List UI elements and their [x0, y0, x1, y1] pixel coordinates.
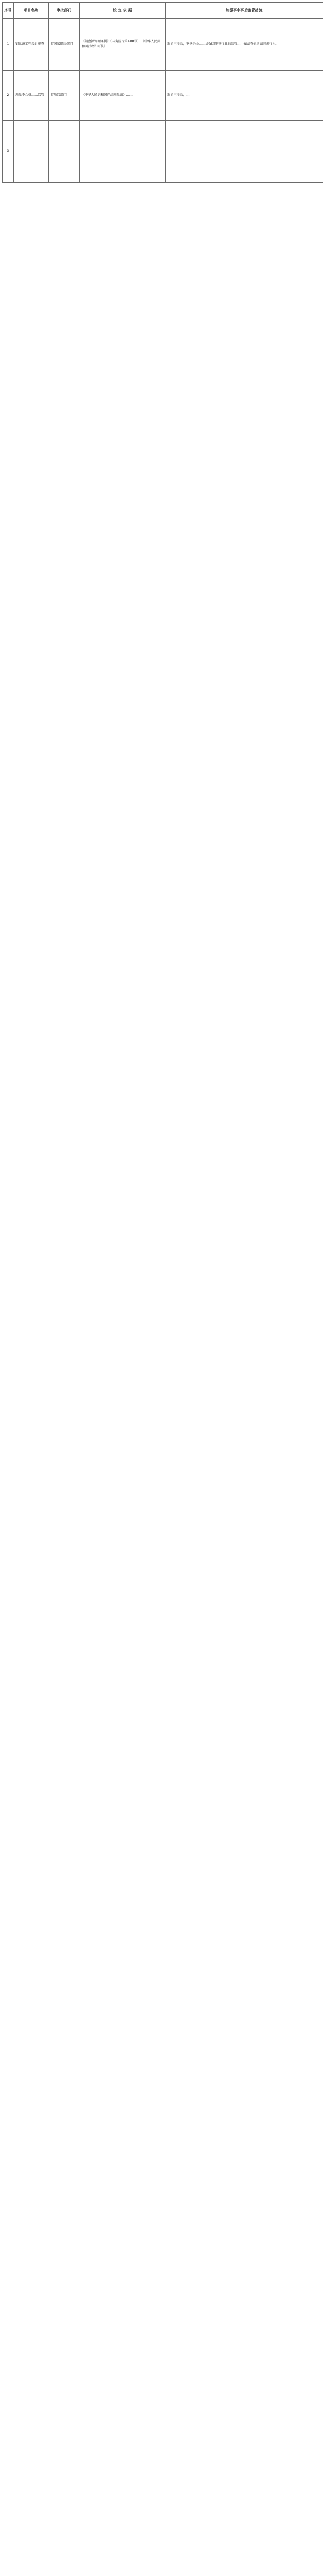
row-no-text: 2 [7, 93, 9, 97]
row-measure [166, 121, 323, 183]
row-basis-text: 《中华人民共和国产品质量法》…… [82, 93, 133, 97]
row-basis-text: 《钢盘源管理条例》（国务院令第408号） 《中华人民共和国行政许可法》…… [82, 39, 160, 48]
table-row [3, 19, 323, 71]
row-dept [49, 71, 80, 121]
header-measure: 加强事中事后监管措施 [166, 3, 323, 19]
table-row [3, 121, 323, 183]
table-body [3, 19, 323, 183]
row-dept-text: 省国家钢局部门 [51, 42, 73, 46]
row-measure [166, 71, 323, 121]
table-header-row [3, 3, 323, 19]
row-no-text: 3 [7, 149, 9, 153]
row-measure-text: 取消审批后，…… [167, 93, 193, 97]
table-row [3, 71, 323, 121]
row-item-name [14, 19, 49, 71]
row-dept [49, 121, 80, 183]
row-no [3, 19, 14, 71]
regulation-table [2, 2, 323, 183]
header-basis: 设 定 依 据 [80, 3, 166, 19]
row-no-text: 1 [7, 42, 9, 46]
document [2, 2, 323, 183]
header-no: 序号 [3, 3, 14, 19]
row-no [3, 71, 14, 121]
row-dept [49, 19, 80, 71]
row-no [3, 121, 14, 183]
row-measure [166, 19, 323, 71]
row-dept-text: 省质监部门 [51, 93, 67, 97]
header-name: 项目名称 [14, 3, 49, 19]
row-item-name [14, 121, 49, 183]
row-basis [80, 19, 166, 71]
row-item-name-text: 钢盘源工程设计审查 [15, 42, 44, 46]
row-measure-text: 取消审批后，钢铁企业……加强对钢铁行业的监管……依法查处违法违规行为。 [167, 42, 279, 46]
row-item-name [14, 71, 49, 121]
header-dept: 审批部门 [49, 3, 80, 19]
row-item-name-text: 质量不合格……监管 [15, 93, 44, 97]
row-basis [80, 71, 166, 121]
row-basis [80, 121, 166, 183]
